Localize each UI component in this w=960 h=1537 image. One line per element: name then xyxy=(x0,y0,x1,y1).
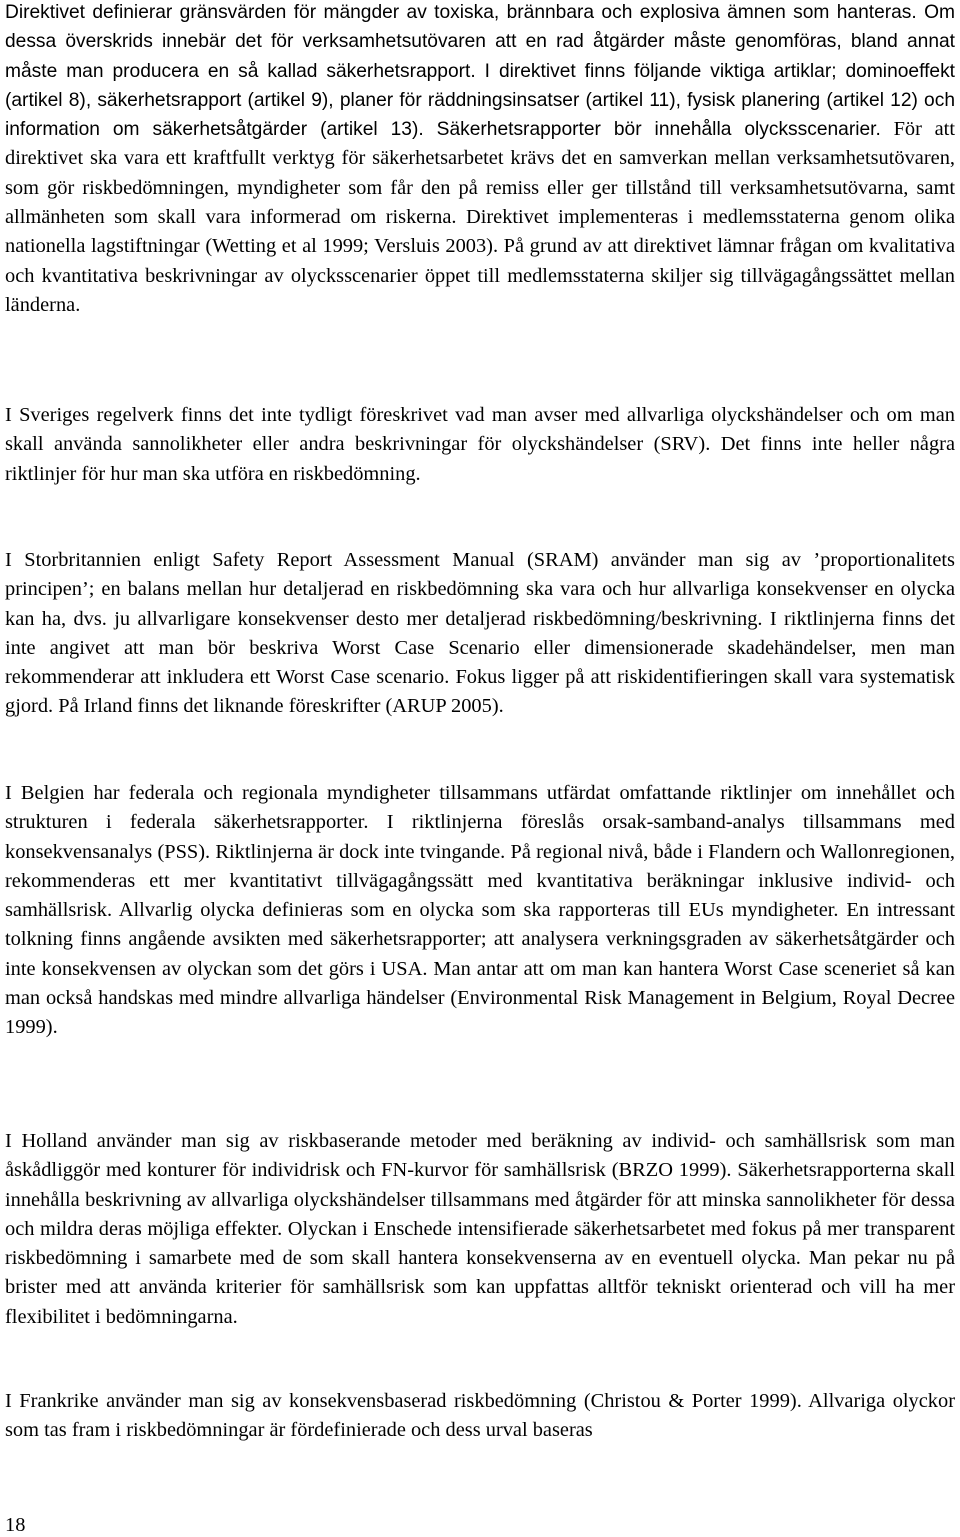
paragraph-seveso-directive xyxy=(5,0,955,320)
paragraph-seveso-directive-sans-part-1: Direktivet definierar gränsvärden för mängder av toxiska, brännbara och explosiva ämnen som hanteras. Om dessa överskrids innebär det för verksamhetsutövaren att en rad åtgärder måste genomföras, bland annat måste man producera en så kallad säkerhetsrapport. xyxy=(5,2,955,82)
paragraph-belgium: I Belgien har federala och regionala myndigheter tillsammans utfärdat omfattande riktlinjer om innehållet och strukturen i federala säkerhetsrapporter. I riktlinjerna föreslås orsak-samband-analys tillsammans med konsekvensanalys (PSS). Riktlinjerna är dock inte tvingande. På regional nivå, både i Flandern och Wallonregionen, rekommenderas ett mer kvantitativt tillvägagångssätt med kvantitativa beräkningar inklusive individ- och samhällsrisk. Allvarlig olycka definieras som en olycka som ska rapporteras till EUs myndigheter. En intressant tolkning finns angående avsikten med säkerhetsrapporter; att analysera verkningsgraden av säkerhetsåtgärder och inte konsekvensen av olyckan som det görs i USA. Man antar att om man kan hantera Worst Case sceneriet så kan man också handskas med mindre allvarliga händelser (Environmental Risk Management in Belgium, Royal Decree 1999). xyxy=(5,782,955,1039)
paragraph-netherlands: I Holland använder man sig av riskbaserande metoder med beräkning av individ- och samhällsrisk som man åskådliggör med konturer för individrisk och FN-kurvor för samhällsrisk (BRZO 1999). Säkerhetsrapporterna skall innehålla beskrivning av allvarliga olyckshändelser tillsammans med åtgärder för att minska sannolikheter för dessa och mildra deras möjliga effekter. Olyckan i Enschede intensifierade säkerhetsarbetet med fokus på mer transparent riskbedömning i samarbete med de som skall hantera konsekvenserna av en eventuell olycka. Man pekar nu på brister med att använda kriterier för samhällsrisk som kan uppfattas alltför tekniskt orienterad och vill ha mer flexibilitet i bedömningarna. xyxy=(5,1130,955,1328)
paragraph-united-kingdom: I Storbritannien enligt Safety Report Assessment Manual (SRAM) använder man sig av ’proportionalitets principen’; en balans mellan hur detaljerad en riskbedömning ska vara och hur allvarliga konsekvenser en olycka kan ha, dvs. ju allvarligare konsekvenser desto mer detaljerad riskbedömning/beskrivning. I riktlinjerna finns det inte angivet att man bör beskriva Worst Case Scenario eller dimensionerade skadehändelser, men man rekommenderar att inkludera ett Worst Case scenario. Fokus ligger på att riskidentifieringen skall vara systematisk gjord. På Irland finns det liknande föreskrifter (ARUP 2005). xyxy=(5,549,955,718)
paragraph-sweden: I Sveriges regelverk finns det inte tydligt föreskrivet vad man avser med allvarliga olyckshändelser och om man skall använda sannolikheter eller andra beskrivningar för olyckshändelser (SRV). Det finns inte heller några riktlinjer för hur man ska utföra en riskbedömning. xyxy=(5,404,955,485)
page-number: 18 xyxy=(5,1514,26,1536)
paragraph-seveso-directive-sans-part-2: I direktivet finns följande viktiga artiklar; dominoeffekt (artikel 8), säkerhetsrapport (artikel 9), planer för räddningsinsatser (artikel 11), fysisk planering (artikel 12) och information om säkerhetsåtgärder (artikel 13). Säkerhetsrapporter bör innehålla olycksscenarier. xyxy=(5,60,955,141)
paragraph-france: I Frankrike använder man sig av konsekvensbaserad riskbedömning (Christou & Porter 1999). Allvariga olyckor som tas fram i riskbedömningar är fördefinierade och dess urval baseras xyxy=(5,1390,955,1442)
paragraph-seveso-directive-serif-part: För att direktivet ska vara ett kraftfullt verktyg för säkerhetsarbetet krävs det en samverkan mellan verksamhetsutövaren, som gör riskbedömningen, myndigheter som får den på remiss eller ger tillstånd till verksamhetsutövarna, samt allmänheten som skall vara informerad om riskerna. Direktivet implementeras i medlemsstaterna genom olika nationella lagstiftningar (Wetting et al 1999; Versluis 2003). På grund av att direktivet lämnar frågan om kvalitativa och kvantitativa beskrivningar av olycksscenarier öppet till medlemsstaterna skiljer sig tillvägagångssättet mellan länderna. xyxy=(5,118,956,316)
